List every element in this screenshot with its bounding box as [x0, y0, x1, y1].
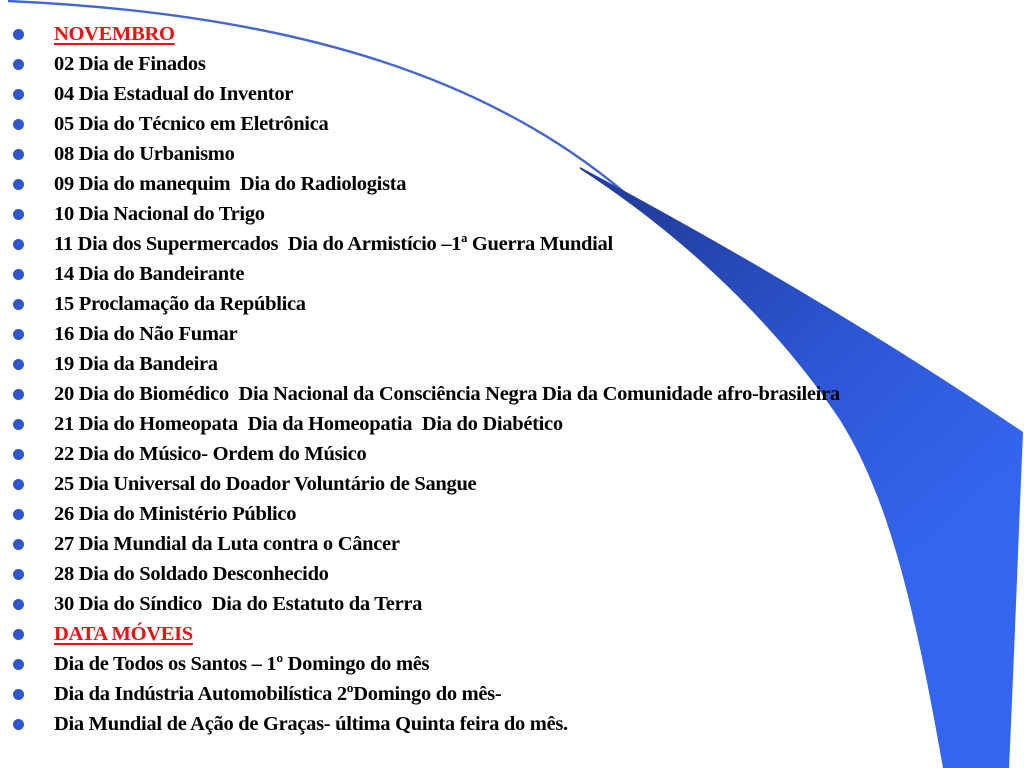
- bullet-icon: [13, 269, 24, 280]
- bullet-icon: [13, 539, 24, 550]
- list-item-text: 26 Dia do Ministério Público: [54, 503, 297, 525]
- list-item: [13, 109, 840, 139]
- bullet-icon: [13, 239, 24, 250]
- list-item: [13, 379, 840, 409]
- list-item-text: 16 Dia do Não Fumar: [54, 323, 238, 345]
- list-item: [13, 79, 840, 109]
- list-item: [13, 139, 840, 169]
- list-item: [13, 229, 840, 259]
- list-item: [13, 169, 840, 199]
- list-item-text: 28 Dia do Soldado Desconhecido: [54, 563, 329, 585]
- bullet-icon: [13, 89, 24, 100]
- bullet-icon: [13, 179, 24, 190]
- bullet-icon: [13, 449, 24, 460]
- bullet-icon: [13, 419, 24, 430]
- list-item-text: 08 Dia do Urbanismo: [54, 143, 235, 165]
- bullet-icon: [13, 659, 24, 670]
- list-item-text: 14 Dia do Bandeirante: [54, 263, 245, 285]
- list-item: [13, 259, 840, 289]
- list-item-text: 05 Dia do Técnico em Eletrônica: [54, 113, 329, 135]
- list-item-text: Dia Mundial de Ação de Graças- última Quinta feira do mês.: [54, 713, 568, 735]
- list-item-text: 02 Dia de Finados: [54, 53, 206, 75]
- list-item-text: 25 Dia Universal do Doador Voluntário de Sangue: [54, 473, 477, 495]
- list-item: [13, 559, 840, 589]
- list-item-heading: [13, 19, 840, 49]
- list-item: [13, 529, 840, 559]
- bullet-icon: [13, 119, 24, 130]
- list-item: [13, 409, 840, 439]
- bullet-icon: [13, 719, 24, 730]
- bullet-icon: [13, 389, 24, 400]
- list-item-heading: [13, 619, 840, 649]
- list-item-text: 22 Dia do Músico- Ordem do Músico: [54, 443, 367, 465]
- list-item-text: 15 Proclamação da República: [54, 293, 306, 315]
- bullet-icon: [13, 359, 24, 370]
- list-item: [13, 319, 840, 349]
- list-item-text: 27 Dia Mundial da Luta contra o Câncer: [54, 533, 400, 555]
- list-item: [13, 49, 840, 79]
- bullet-icon: [13, 509, 24, 520]
- list-item: [13, 499, 840, 529]
- bullet-icon: [13, 59, 24, 70]
- list-item: [13, 469, 840, 499]
- list-item-text: 19 Dia da Bandeira: [54, 353, 218, 375]
- list-item-text: 30 Dia do Síndico Dia do Estatuto da Terra: [54, 593, 423, 615]
- bullet-icon: [13, 299, 24, 310]
- bullet-icon: [13, 149, 24, 160]
- list-item-text: Dia de Todos os Santos – 1º Domingo do mês: [54, 653, 430, 675]
- list-item-text: NOVEMBRO: [54, 23, 175, 45]
- list-item-text: 04 Dia Estadual do Inventor: [54, 83, 294, 105]
- bullet-icon: [13, 689, 24, 700]
- list-item-text: 21 Dia do Homeopata Dia da Homeopatia Dia do Diabético: [54, 413, 563, 435]
- list-item: [13, 679, 840, 709]
- bullet-icon: [13, 569, 24, 580]
- list-item-text: 11 Dia dos Supermercados Dia do Armistício –1ª Guerra Mundial: [54, 233, 613, 255]
- list-item: [13, 589, 840, 619]
- holiday-list: [13, 19, 840, 739]
- list-item-text: Dia da Indústria Automobilística 2ºDomingo do mês-: [54, 683, 502, 705]
- list-item: [13, 349, 840, 379]
- list-item-text: 10 Dia Nacional do Trigo: [54, 203, 265, 225]
- list-item-text: 09 Dia do manequim Dia do Radiologista: [54, 173, 407, 195]
- list-item-text: 20 Dia do Biomédico Dia Nacional da Consciência Negra Dia da Comunidade afro-brasileira: [54, 383, 840, 405]
- list-item-text: DATA MÓVEIS: [54, 623, 193, 645]
- bullet-icon: [13, 599, 24, 610]
- bullet-icon: [13, 29, 24, 40]
- list-item: [13, 289, 840, 319]
- bullet-icon: [13, 209, 24, 220]
- bullet-icon: [13, 479, 24, 490]
- bullet-icon: [13, 629, 24, 640]
- list-item: [13, 199, 840, 229]
- bullet-icon: [13, 329, 24, 340]
- list-item: [13, 439, 840, 469]
- list-item: [13, 649, 840, 679]
- list-item: [13, 709, 840, 739]
